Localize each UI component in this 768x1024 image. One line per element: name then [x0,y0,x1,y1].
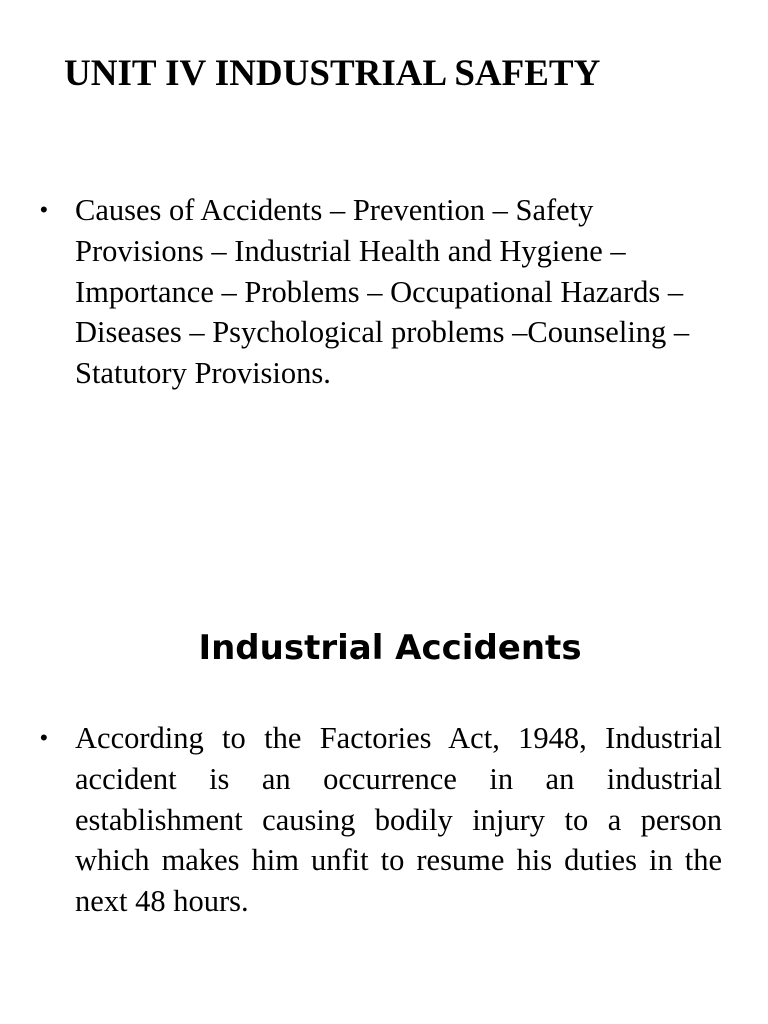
bullet-list [40,718,722,922]
bullet-item [40,718,722,922]
bullet-text: Causes of Accidents – Prevention – Safety Provisions – Industrial Health and Hygiene – Importance – Problems – Occupational Hazards – Diseases – Psychological problems –Counseling – Statutory Provisions. [75,193,690,391]
bullet-dot-icon: • [40,197,48,222]
bullet-list [40,190,720,394]
slide-title: UNIT IV INDUSTRIAL SAFETY [64,53,601,94]
slide-title: Industrial Accidents [198,628,582,668]
slide-industrial-accidents [0,512,768,1024]
bullet-item [40,190,720,394]
bullet-dot-icon: • [40,725,48,750]
bullet-text: According to the Factories Act, 1948, Industrial accident is an occurrence in an industrial establishment causing bodily injury to a person which makes him unfit to resume his duties in the next 48 hours. [75,721,722,919]
